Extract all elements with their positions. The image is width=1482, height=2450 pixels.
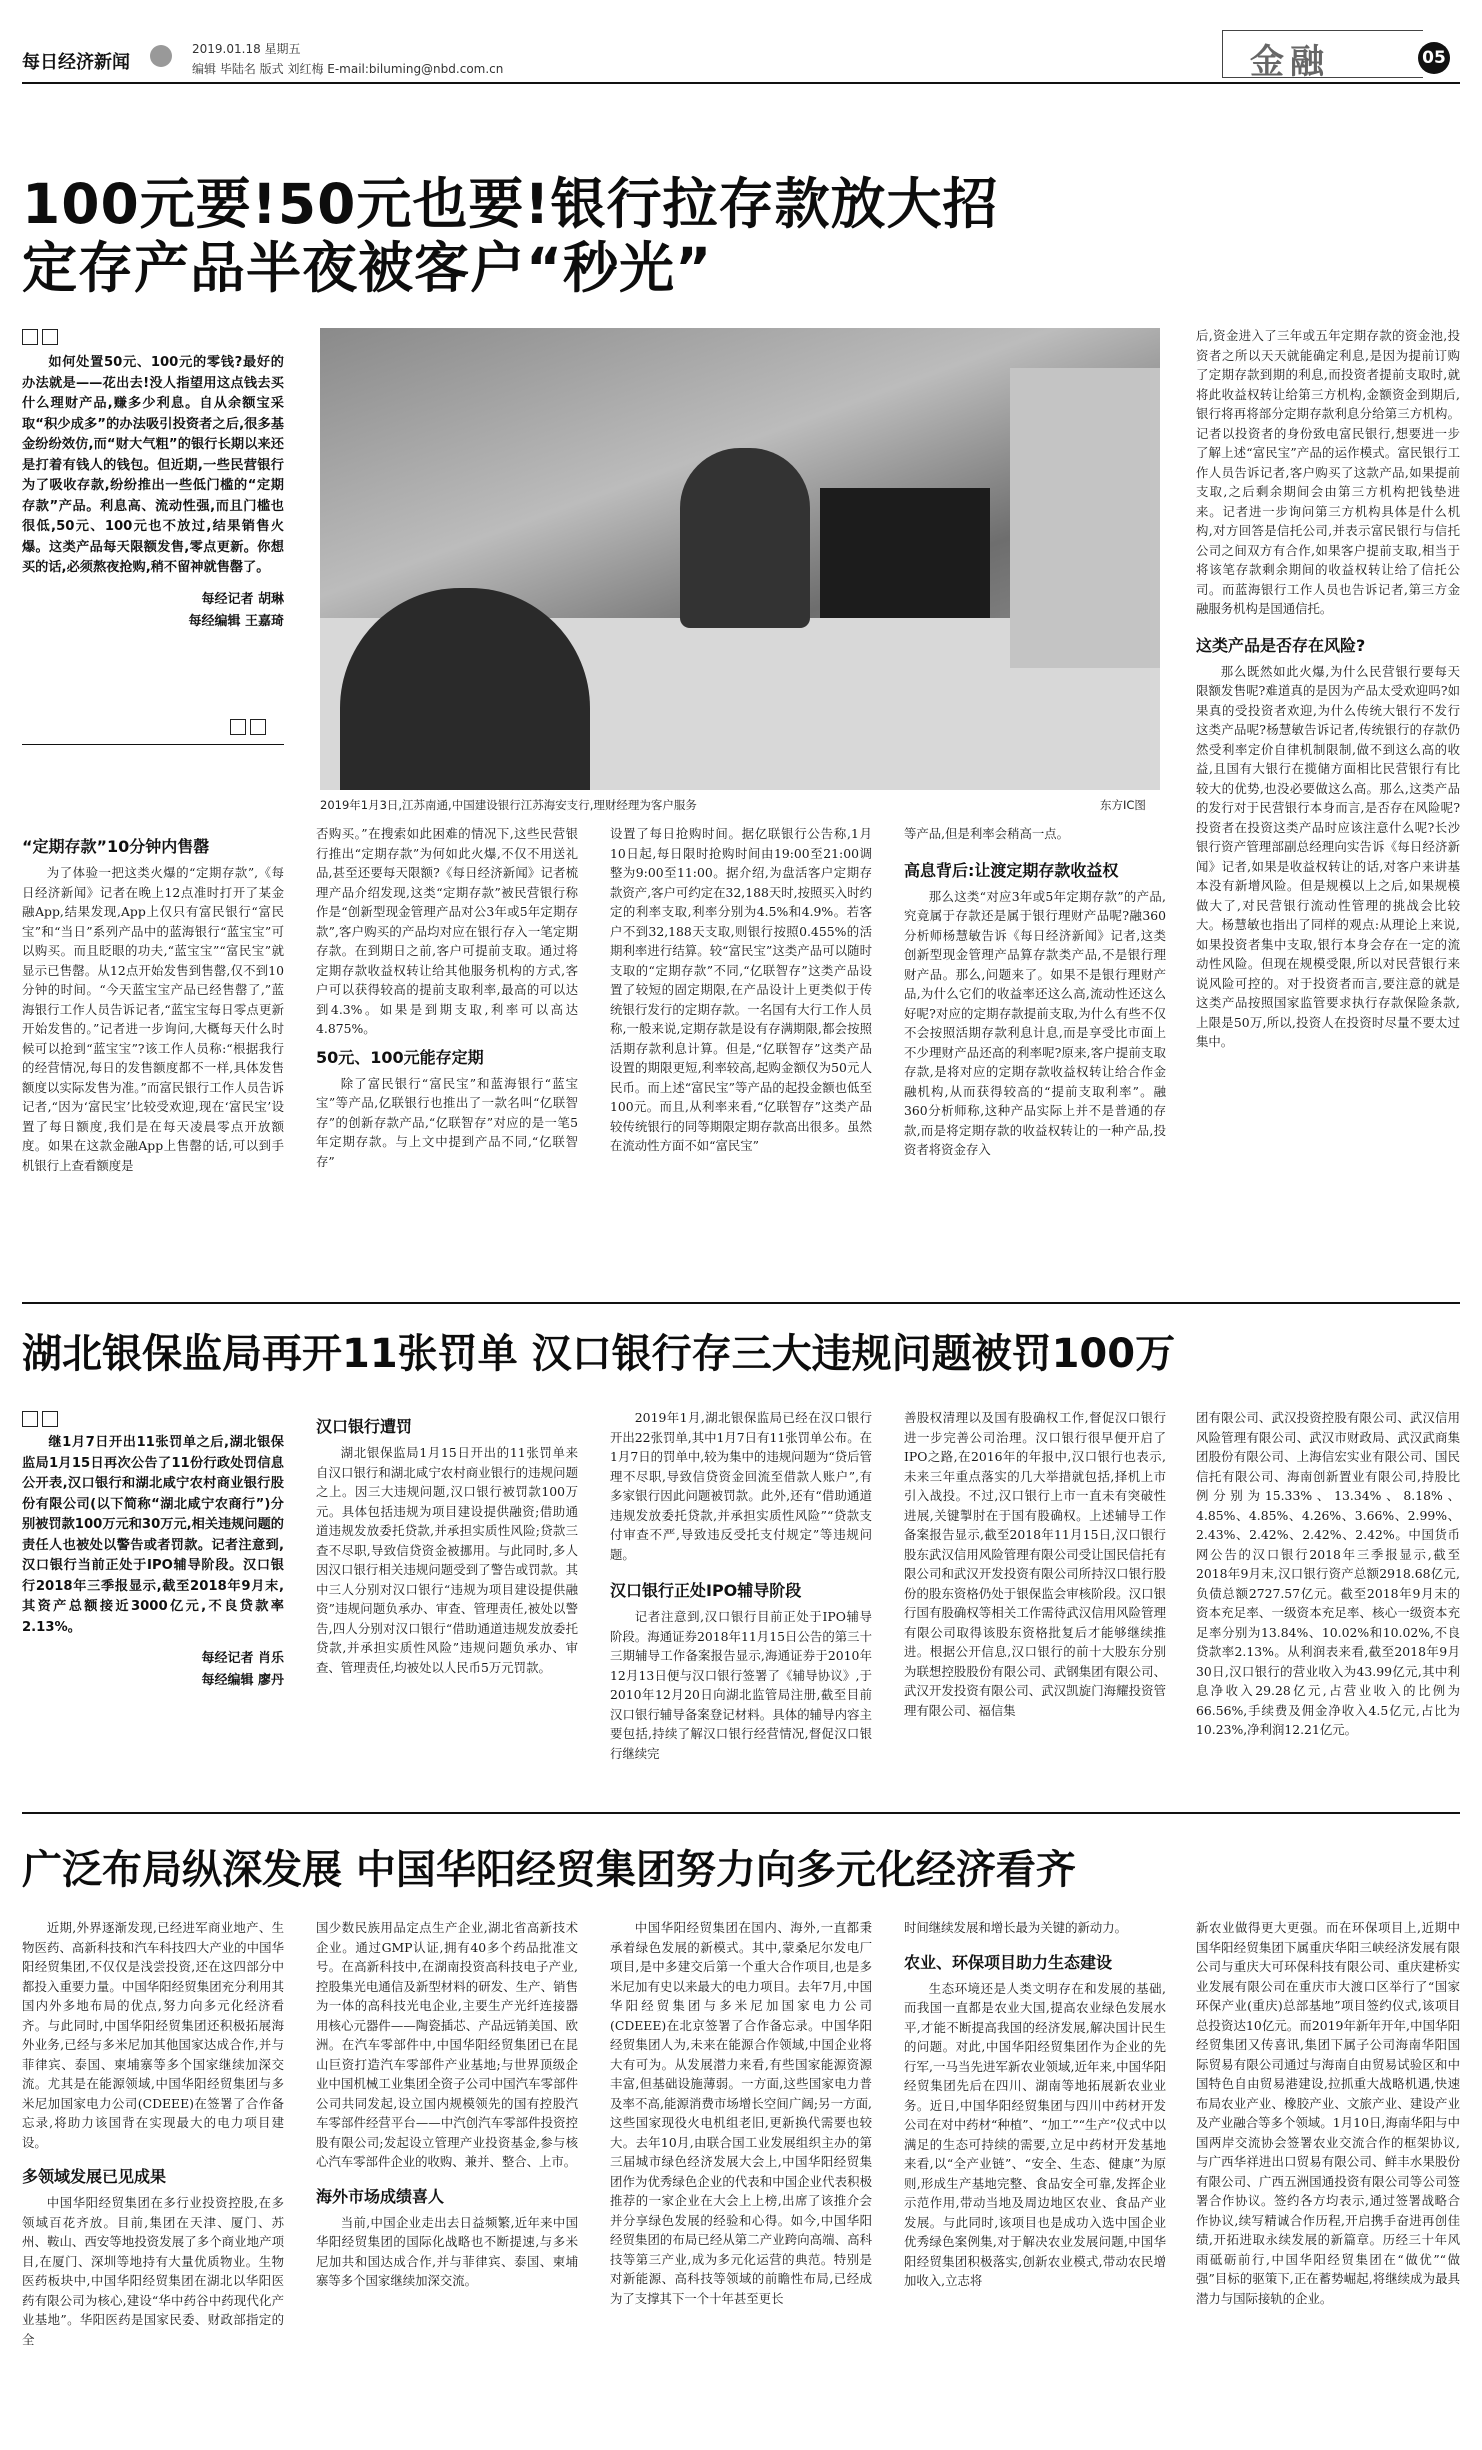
story1-lead-column — [22, 326, 284, 746]
story1-col1 — [22, 828, 284, 1283]
page-number: 05 — [1418, 42, 1450, 74]
story1-byline-reporter: 每经记者 胡琳 — [201, 591, 284, 607]
story1-lead: 如何处置50元、100元的零钱?最好的办法就是——花出去!没人指望用这点钱去买什么理财产品,赚多少利息。自从余额宝采取“积少成多”的办法吸引投资者之后,很多基金纷纷效仿,而“财大气粗”的银行长期以来还是打着有钱人的钱包。但近期,一些民营银行为了吸收存款,纷纷推出一些低门槛的“定期存款”产品。利息高、流动性强,而且门槛也很低,50元、100元也不放过,结果销售火爆。这类产品每天限额发售,零点更新。你想买的话,必须熬夜抢购,稍不留神就售罄了。 — [22, 355, 284, 575]
story3-col2 — [316, 1918, 578, 2438]
story1-col4-text2: 那么这类“对应3年或5年定期存款”的产品,究竟属于存款还是属于银行理财产品呢?融360分析师杨慧敏告诉《每日经济新闻》记者,这类创新型现金管理产品算存款类产品,不是银行理财产品。那么,问题来了。如果不是银行理财产品,为什么它们的收益率还这么高,流动性还这么好呢?对应的定期存款提前支取,为什么有些不仅不会按照活期存款利息计息,而是享受比市面上不少理财产品还高的利率呢?原来,客户提前支取存款,是将对应的定期存款收益权转让给合作金融机构,从而获得较高的“提前支取利率”。融360分析师称,这种产品实际上并不是普通的存款,而是将定期存款的收益权转让的一种产品,投资者将资金存入 — [904, 888, 1166, 1157]
story2-lead-column — [22, 1408, 284, 1794]
story2-article-icon — [22, 1408, 284, 1427]
story2-col3-subhead: 汉口银行正处IPO辅导阶段 — [610, 1581, 802, 1600]
story1-col1-text: 为了体验一把这类火爆的“定期存款”,《每日经济新闻》记者在晚上12点准时打开了某金融App,结果发现,App上仅只有富民银行“富民宝”和“当日”系列产品中的蓝海银行“蓝宝宝”可以购买。而且眨眼的功夫,“蓝宝宝”“富民宝”就显示已售罄。从12点开始发售到售罄,仅不到10分钟的时间。“今天蓝宝宝产品已经售罄了,”蓝海银行工作人员告诉记者,“蓝宝宝每日零点更新开始发售的。”记者进一步询问,大概每天什么时候可以抢到“蓝宝宝”?该工作人员称:“根据我行的经营情况,每日的发售额度都不一样,具体发售额度以实际发售为准。”而富民银行工作人员告诉记者,“因为‘富民宝’比较受欢迎,现在‘富民宝’设置了每日额度,我们是在每天凌晨零点开放额度。如果在这款金融App上售罄的话,可以到手机银行上查看额度是 — [22, 865, 284, 1173]
story2-col3-text2: 记者注意到,汉口银行目前正处于IPO辅导阶段。海通证券2018年11月15日公告的第三十三期辅导工作备案报告显示,海通证券于2010年12月13日便与汉口银行签署了《辅导协议》,于2010年12月20日向湖北监管局注册,截至目前汉口银行辅导备案登记材料。具体的辅导内容主要包括,持续了解汉口银行经营情况,督促汉口银行继续完 — [610, 1609, 872, 1761]
story1-col2-text2: 除了富民银行“富民宝”和蓝海银行“蓝宝宝”等产品,亿联银行也推出了一款名叫“亿联智存”的创新存款产品,“亿联智存”对应的是一笔5年定期存款。与上文中提到产品不同,“亿联智存” — [316, 1075, 578, 1169]
story3-col1-text: 近期,外界逐渐发现,已经进军商业地产、生物医药、高新科技和汽车科技四大产业的中国华阳经贸集团,不仅仅是浅尝投资,还在这四部分中都投入重要力量。中国华阳经贸集团充分利用其国内外多地布局的优点,努力向多元化经济看齐。与此同时,中国华阳经贸集团还积极拓展海外业务,已经与多米尼加其他国家达成合作,并与菲律宾、泰国、柬埔寨等多个国家继续加深交流。尤其是在能源领域,中国华阳经贸集团与多米尼加国家电力公司(CDEEE)在签署了合作备忘录,将助力该国背在实现最大的电力项目建设。 — [22, 1920, 284, 2150]
story3-col5 — [1196, 1918, 1460, 2438]
story1-col2-text: 否购买。”在搜索如此困难的情况下,这些民营银行推出“定期存款”为何如此火爆,不仅不用送礼品,甚至还要每天限额?《每日经济新闻》记者梳理产品介绍发现,这类“定期存款”被民营银行称作是“创新型现金管理产品对公3年或5年定期存款”,客户购买的产品均对应在银行存入一笔定期存款。在到期日之前,客户可提前支取。通过将定期存款收益权转让给其他服务机构的方式,客户可以获得较高的提前支取利率,最高的可以达到4.3%。如果是到期支取,利率可以高达4.875%。 — [316, 826, 578, 1036]
story2-byline-reporter: 每经记者 肖乐 — [201, 1651, 284, 1666]
story3-headline: 广泛布局纵深发展 中国华阳经贸集团努力向多元化经济看齐 — [22, 1847, 1076, 1893]
story1-byline-editor: 每经编辑 王嘉琦 — [188, 613, 284, 629]
story2-col2-text: 湖北银保监局1月15日开出的11张罚单来自汉口银行和湖北咸宁农村商业银行的违规问题之上。因三大违规问题,汉口银行被罚款100万元。具体包括违规为项目建设提供融资;借助通道违规发放委托贷款,并承担实质性风险;贷款三查不尽职,导致信贷资金被挪用。与此同时,多人因汉口银行相关违规问题受到了警告或罚款。其中三人分别对汉口银行“违规为项目建设提供融资”违规问题负承办、审查、管理责任,被处以警告,四人分别对汉口银行“借助通道违规发放委托贷款,并承担实质性风险”违规问题负承办、审查、管理责任,均被处以人民币5万元罚款。 — [316, 1445, 578, 1675]
lead-divider — [22, 744, 284, 745]
story1-col2 — [316, 824, 578, 1284]
story1-col5-text1: 后,资金进入了三年或五年定期存款的资金池,投资者之所以天天就能确定利息,是因为提前订购了定期存款到期的利息,而投资者提前支取时,就将此收益权转让给第三方机构,金额资金到期后,银行将再将部分定期存款利息分给第三方机构。记者以投资者的身份致电富民银行,想要进一步了解上述“富民宝”产品的运作模式。富民银行工作人员告诉记者,客户购买了这款产品,如果提前支取,之后剩余期间会由第三方机构把钱垫进来。记者进一步询问第三方机构具体是什么机构,对方回答是信托公司,并表示富民银行与信托公司之间双方有合作,如果客户提前支取,相当于将该笔存款剩余期间的收益权转让给了信托公司。而蓝海银行工作人员也告诉记者,第三方金融服务机构是国通信托。 — [1196, 328, 1460, 616]
story1-photo-caption: 2019年1月3日,江苏南通,中国建设银行江苏海安支行,理财经理为客户服务 — [320, 798, 697, 812]
story3-col1-subhead: 多领域发展已见成果 — [22, 2167, 167, 2186]
story1-col5-text2: 那么既然如此火爆,为什么民营银行要每天限额发售呢?难道真的是因为产品太受欢迎吗?如果真的受投资者欢迎,为什么传统大银行不发行这类产品呢?杨慧敏告诉记者,传统银行的存款仍然受利率定价自律机制限制,做不到这么高的收益,且国有大银行在揽储方面相比民营银行有比较大的优势,也没必要做这么高。那么,这类产品的发行对于民营银行本身而言,是否存在风险呢?投资者在投资这类产品时应该注意什么呢?长沙银行资产管理部副总经理向实告诉《每日经济新闻》记者,如果是收益权转让的话,对客户来讲基本没有新增风险。但是规模以上之后,如果规模做大了,对民营银行流动性管理的挑战会比较大。杨慧敏也指出了同样的观点:从理论上来说,如果投资者集中支取,银行本身会存在一定的流动性风险。但现在规模受限,所以对民营银行来说风险可控的。对于投资者而言,要注意的就是这类产品按照国家监管要求执行存款保险条款,上限是50万,所以,投资人在投资时尽量不要太过集中。 — [1196, 663, 1460, 1049]
story2-col5-text: 团有限公司、武汉投资控股有限公司、武汉信用风险管理有限公司、武汉市财政局、武汉武商集团股份有限公司、上海信宏实业有限公司、国民信托有限公司、海南创新置业有限公司,持股比例分别为15.33%、13.34%、8.18%、4.85%、4.85%、4.26%、3.66%、2.99%、2.43%、2.42%、2.42%、2.42%。中国货币网公告的汉口银行2018年三季报显示,截至2018年9月末,汉口银行资产总额2918.68亿元,负债总额2727.57亿元。截至2018年9月末的资本充足率、一级资本充足率、核心一级资本充足率分别为13.84%、10.02%和10.02%,不良贷款率2.13%。从利润表来看,截至2018年9月30日,汉口银行的营业收入为43.99亿元,其中利息净收入29.28亿元,占营业收入的比例为66.56%,手续费及佣金净收入4.5亿元,占比为10.23%,净利润12.21亿元。 — [1196, 1410, 1460, 1737]
story2-col4-text: 善股权清理以及国有股确权工作,督促汉口银行进一步完善公司治理。汉口银行很早便开启了IPO之路,在2016年的年报中,汉口银行也表示,未来三年重点落实的几大举措就包括,择机上市引入战投。不过,汉口银行上市一直未有突破性进展,关键掣肘在于国有股确权。上述辅导工作备案报告显示,截至2018年11月15日,汉口银行股东武汉信用风险管理有限公司受让国民信托有限公司和武汉开发投资有限公司所持汉口银行股份的股东资格仍处于银保监会审核阶段。汉口银行国有股确权等相关工作需待武汉信用风险管理有限公司取得该股东资格批复后才能够继续推进。根据公开信息,汉口银行的前十大股东分别为联想控股股份有限公司、武钢集团有限公司、武汉开发投资有限公司、武汉凯旋门海耀投资管理有限公司、福信集 — [904, 1410, 1166, 1718]
story3-col5-text: 新农业做得更大更强。而在环保项目上,近期中国华阳经贸集团下属重庆华阳三峡经济发展有限公司与重庆大可环保科技有限公司、重庆建桥实业发展有限公司在重庆市大渡口区举行了“国家环保产业(重庆)总部基地”项目签约仪式,该项目总投资达10亿元。而2019年新年开年,中国华阳经贸集团又传喜讯,集团下属子公司海南华阳国际贸易有限公司通过与海南自由贸易试验区和中国特色自由贸易港建设,拉抓重大战略机遇,快速布局农业产业、橡胶产业、文旅产业、建设产业及产业融合等多个领域。1月10日,海南华阳与中国两岸交流协会签署农业交流合作的框架协议,与广西华祥进出口贸易有限公司、鲜丰水果股份有限公司、广西五洲国通投资有限公司等公司签署合作协议。签约各方均表示,通过签署战略合作协议,续写精诚合作历程,开启携手奋进再创佳绩,开拓进取永续发展的新篇章。历经三十年风雨砥砺前行,中国华阳经贸集团在“做优”“做强”目标的驱策下,正在蓄势崛起,将继续成为最具潜力与国际接轨的企业。 — [1196, 1920, 1460, 2306]
quote-end-icon — [230, 716, 270, 735]
story1-col3-text: 设置了每日抢购时间。据亿联银行公告称,1月10日起,每日限时抢购时间由19:00至21:00调整为9:00至11:00。据介绍,为盘活客户定期存款资产,客户可约定在32,188天时,按照买入时约定的利率支取,利率分别为4.5%和4.9%。若客户不到32,188天支取,则银行按照0.455%的活期利率进行结算。较“富民宝”这类产品可以随时支取的“定期存款”不同,“亿联智存”这类产品设置了较短的固定期限,在产品设计上更类似于传统银行发行的定期存款。一名国有大行工作人员称,一般来说,定期存款是设有存满期限,都会按照活期存款利息计算。但是,“亿联智存”这类产品设置的期限更短,利率较高,起购金额仅为50元人民币。而上述“富民宝”等产品的起投金额也低至100元。而且,从利率来看,“亿联智存”这类产品较传统银行的同等期限定期存款高出很多。虽然在流动性方面不如“富民宝” — [610, 826, 872, 1153]
story3-col4 — [904, 1918, 1166, 2438]
story1-col5-subhead: 这类产品是否存在风险? — [1196, 635, 1366, 655]
story1-headline-line1: 100元要!50元也要!银行拉存款放大招 — [22, 172, 999, 236]
story3-col4-text2: 生态环境还是人类文明存在和发展的基础,而我国一直都是农业大国,提高农业绿色发展水平,才能不断提高我国的经济发展,解决国计民生的问题。对此,中国华阳经贸集团作为企业的先行军,一马当先进军新农业领域,近年来,中国华阳经贸集团先后在四川、湖南等地拓展新农业业务。近日,中国华阳经贸集团与四川中药材开发公司在对中药材“种植”、“加工”“生产”仪式中以满足的生态可持续的需要,立足中药材开发基地来看,以“全产业链”、“安全、生态、健康”为原则,形成生产基地完整、食品安全可靠,发挥企业示范作用,带动当地及周边地区农业、食品产业发展。与此同时,该项目也是成功入选中国企业优秀绿色案例集,对于解决农业发展问题,中国华阳经贸集团积极落实,创新农业模式,带动农民增加收入,立志将 — [904, 1980, 1166, 2288]
story3-col3 — [610, 1918, 872, 2438]
story2-col2-subhead: 汉口银行遭罚 — [316, 1417, 413, 1436]
story2-col5 — [1196, 1408, 1460, 1794]
story2-byline-editor: 每经编辑 廖丹 — [201, 1673, 284, 1688]
story2-col3-text: 2019年1月,湖北银保监局已经在汉口银行开出22张罚单,其中1月7日有11张罚单公布。在1月7日的罚单中,较为集中的违规问题为“贷后管理不尽职,导致信贷资金回流至借款人账户”,有多家银行因此问题被罚款。此外,还有“借助通道违规发放委托贷款,并承担实质性风险”“贷款支付审查不严,导致违反受托支付规定”等违规问题。 — [610, 1410, 872, 1562]
masthead-dot — [150, 45, 172, 67]
story1-col1-subhead: “定期存款”10分钟内售罄 — [22, 837, 210, 856]
story3-col4-subhead: 农业、环保项目助力生态建设 — [904, 1952, 1113, 1972]
story2-bottom-rule — [22, 1812, 1460, 1814]
story2-col2 — [316, 1408, 578, 1794]
story1-photo-credit: 东方IC图 — [1100, 798, 1146, 812]
section-title: 金融 — [1250, 42, 1330, 82]
date-line: 2019.01.18 星期五 — [192, 42, 301, 56]
story2-col3 — [610, 1408, 872, 1794]
story2-lead: 继1月7日开出11张罚单之后,湖北银保监局1月15日再次公告了11份行政处罚信息公开表,汉口银行和湖北咸宁农村商业银行股份有限公司(以下简称“湖北咸宁农商行”)分别被罚款100万元和30万元,相关违规问题的责任人也被处以警告或者罚款。记者注意到,汉口银行当前正处于IPO辅导阶段。汉口银行2018年三季报显示,截至2018年9月末,其资产总额接近3000亿元,不良贷款率2.13%。 — [22, 1435, 284, 1635]
story1-bottom-rule — [22, 1302, 1460, 1304]
story1-col2-subhead: 50元、100元能存定期 — [316, 1047, 484, 1067]
paper-name: 每日经济新闻 — [22, 52, 130, 73]
story3-col4-text1: 时间继续发展和增长最为关键的新动力。 — [904, 1920, 1128, 1935]
story1-col4-subhead: 高息背后:让渡定期存款收益权 — [904, 860, 1119, 880]
story1-photo — [320, 328, 1160, 790]
photo-person-teller — [680, 448, 810, 628]
article-icon — [22, 326, 284, 345]
story1-col4-text1: 等产品,但是利率会稍高一点。 — [904, 826, 1070, 841]
story1-col5 — [1196, 326, 1460, 1284]
masthead-rule — [22, 82, 1460, 84]
story3-col1-text2: 中国华阳经贸集团在多行业投资控股,在多领域百花齐放。目前,集团在天津、厦门、苏州、鞍山、西安等地投资发展了多个商业地产项目,在厦门、深圳等地持有大量优质物业。生物医药板块中,中国华阳经贸集团在湖北以华阳医药有限公司为核心,建设“华中药谷中药现代化产业基地”。华阳医药是国家民委、财政部指定的全 — [22, 2195, 284, 2347]
story3-col2-text2: 当前,中国企业走出去日益频繁,近年来中国华阳经贸集团的国际化战略也不断提速,与多米尼加共和国达成合作,并与菲律宾、泰国、柬埔寨等多个国家继续加深交流。 — [316, 2214, 578, 2288]
story3-col2-text: 国少数民族用品定点生产企业,湖北省高新技术企业。通过GMP认证,拥有40多个药品批准文号。在高新科技中,在湖南投资高科技电子产业,控股集光电通信及新型材料的研发、生产、销售为一体的高科技光电企业,主要生产光纤连接器用核心元器件——陶瓷插芯、产品远销美国、欧洲。在汽车零部件中,中国华阳经贸集团已在昆山巨资打造汽车零部件产业基地;与世界顶级企业中国机械工业集团全资子公司中国汽车零部件公司共同发起,设立国内规模领先的国有控股汽车零部件经营平台——中汽创汽车零部件投资控股有限公司;发起设立管理产业投资基金,参与核心汽车零部件企业的收购、兼并、整合、上市。 — [316, 1920, 578, 2169]
story1-col4 — [904, 824, 1166, 1284]
story1-headline-line2: 定存产品半夜被客户“秒光” — [22, 236, 713, 300]
story3-col3-text: 中国华阳经贸集团在国内、海外,一直都秉承着绿色发展的新模式。其中,蒙桑尼尔发电厂项目,是中多建交后第一个重大合作项目,也是多米尼加有史以来最大的电力项目。去年7月,中国华阳经贸集团与多米尼加国家电力公司(CDEEE)在北京签署了合作备忘录。中国华阳经贸集团人为,未来在能源合作领域,中国企业将大有可为。从发展潜力来看,有些国家能源资源丰富,但基础设施薄弱。一方面,这些国家电力普及率不高,能源消费市场增长空间广阔;另一方面,这些国家现役火电机组老旧,更新换代需要也较大。去年10月,由联合国工业发展组织主办的第三届城市绿色经济发展大会上,中国华阳经贸集团作为优秀绿色企业的代表和中国企业代表积极推荐的一家企业在大会上上榜,出席了该推介会并分享绿色发展的经验和心得。如今,中国华阳经贸集团的布局已经从第二产业跨向高端、高科技等第三产业,成为多元化运营的典范。特别是对新能源、高科技等领域的前瞻性布局,已经成为了支撑其下一个十年甚至更长 — [610, 1920, 872, 2306]
story2-col4 — [904, 1408, 1166, 1794]
story1-col3 — [610, 824, 872, 1284]
story3-col1 — [22, 1918, 284, 2438]
story3-col2-subhead: 海外市场成绩喜人 — [316, 2186, 445, 2206]
photo-shelf — [1010, 368, 1160, 668]
story2-headline: 湖北银保监局再开11张罚单 汉口银行存三大违规问题被罚100万 — [22, 1331, 1176, 1377]
staff-line: 编辑 毕陆名 版式 刘红梅 E-mail:biluming@nbd.com.cn — [192, 62, 504, 76]
photo-monitor — [820, 488, 990, 618]
